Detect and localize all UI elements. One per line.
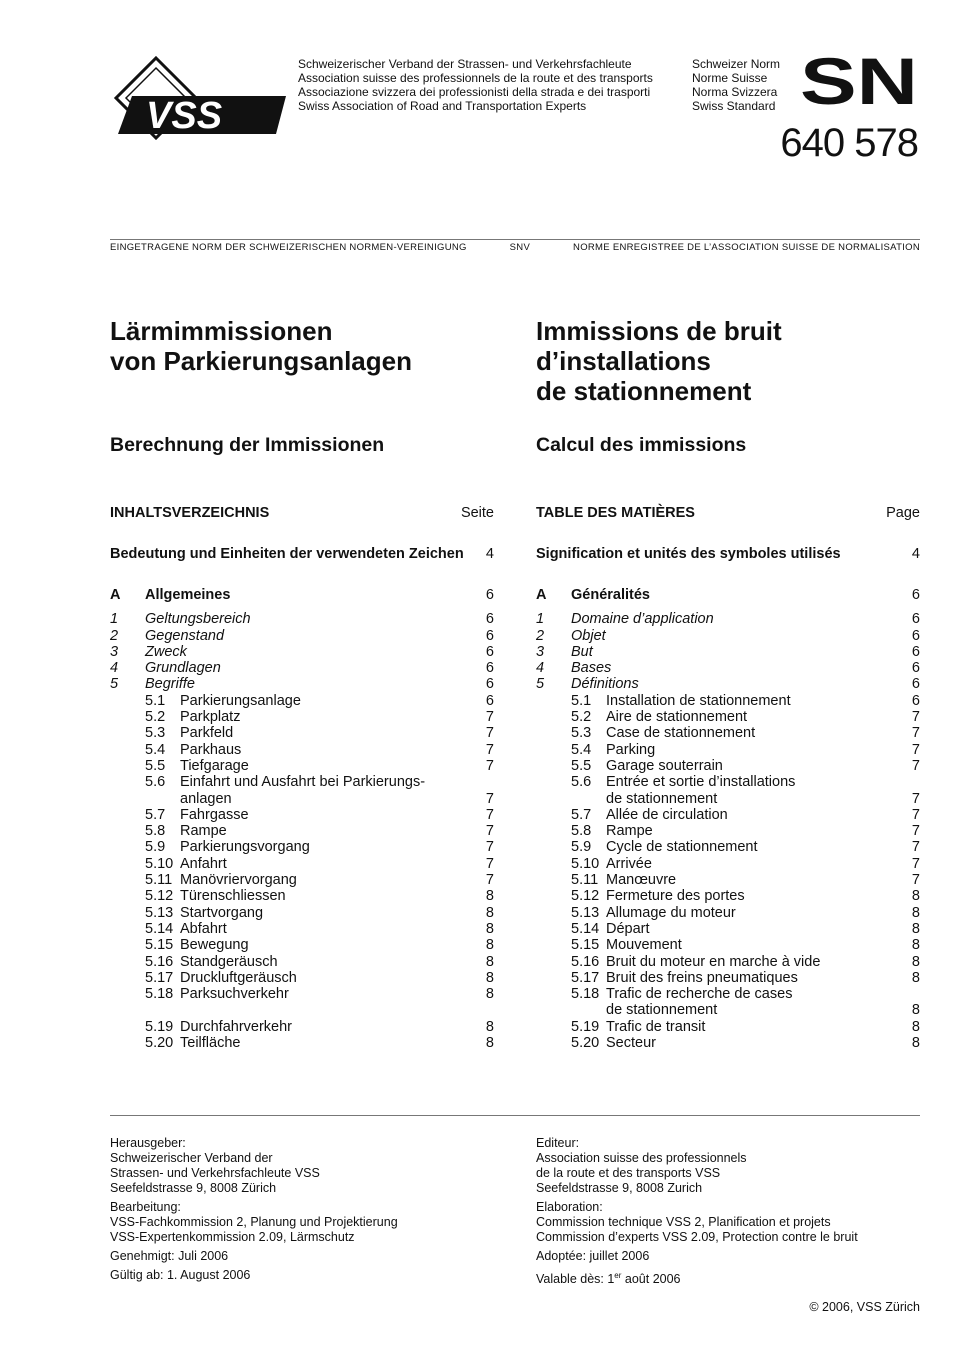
toc-title: Begriffe xyxy=(145,676,195,693)
toc-number: 5.14 xyxy=(145,920,174,937)
toc-number: 4 xyxy=(110,660,119,677)
toc-page: 8 xyxy=(485,888,494,905)
toc-page: 7 xyxy=(911,709,920,726)
toc-title: Abfahrt xyxy=(180,920,227,937)
toc-title: Secteur xyxy=(606,1035,656,1052)
title-fr xyxy=(536,316,920,406)
toc-subsection-row xyxy=(536,791,920,807)
toc-subsection-row xyxy=(536,774,920,790)
toc-number: 3 xyxy=(110,643,119,660)
toc-page: 8 xyxy=(911,904,920,921)
toc-subsection-row xyxy=(536,1002,920,1018)
toc-subsection-row xyxy=(110,742,494,758)
toc-number: 5 xyxy=(536,676,545,693)
toc-page xyxy=(890,774,920,790)
toc-subsection-row xyxy=(536,709,920,725)
toc-number: 5.10 xyxy=(145,855,174,872)
registration-de: EINGETRAGENE NORM DER SCHWEIZERISCHEN NORMEN-VEREINIGUNG xyxy=(110,242,467,253)
toc-page: 8 xyxy=(485,953,494,970)
toc-subsection-row xyxy=(110,856,494,872)
toc-subsection-row xyxy=(536,725,920,741)
toc-number: 5.2 xyxy=(571,709,592,726)
toc-title: Objet xyxy=(571,627,606,644)
toc-number: 5 xyxy=(110,676,119,693)
footer-fr xyxy=(536,1136,936,1291)
toc-symbols-entry: Signification et unités des symboles utilisés 4 xyxy=(536,546,920,562)
toc-subsection-row xyxy=(536,839,920,855)
toc-page: 7 xyxy=(911,725,920,742)
toc-title: Parkhaus xyxy=(180,741,242,758)
toc-title: Allumage du moteur xyxy=(606,904,736,921)
toc-number: 5.16 xyxy=(145,953,174,970)
toc-title: Durchfahrverkehr xyxy=(180,1018,293,1035)
toc-subsection-row xyxy=(536,970,920,986)
toc-title: Gegenstand xyxy=(145,627,225,644)
toc-page: 7 xyxy=(485,709,494,726)
toc-number: 1 xyxy=(110,611,119,628)
toc-number: 5.13 xyxy=(571,904,600,921)
toc-section-a: A Généralités 6 xyxy=(536,587,920,603)
publisher-line: Seefeldstrasse 9, 8008 Zurich xyxy=(536,1181,703,1195)
toc-title: Bases xyxy=(571,660,612,677)
toc-number: 5.11 xyxy=(571,872,599,889)
toc-number: 5.15 xyxy=(571,937,600,954)
elaboration-label: Elaboration: xyxy=(536,1200,603,1214)
toc-subsection-row xyxy=(110,693,494,709)
publisher-label: Herausgeber: xyxy=(110,1136,186,1150)
toc-page xyxy=(890,986,920,1002)
registration-line xyxy=(110,242,920,253)
toc-title: Fermeture des portes xyxy=(606,888,745,905)
toc-subsection-row xyxy=(536,807,920,823)
toc-title: Trafic de recherche de cases xyxy=(606,986,793,1003)
toc-section-a: A Allgemeines 6 xyxy=(110,587,494,603)
toc-page: 6 xyxy=(911,627,920,644)
toc-title: Parking xyxy=(606,741,656,758)
approved-date: Genehmigt: Juli 2006 xyxy=(110,1249,229,1263)
toc-number xyxy=(571,1002,606,1018)
toc-page: 6 xyxy=(485,611,494,628)
elaboration-line: Commission technique VSS 2, Planification et projets xyxy=(536,1215,831,1229)
elaboration-line: VSS-Expertenkommission 2.09, Lärmschutz xyxy=(110,1230,355,1244)
toc-symbols-entry: Bedeutung und Einheiten der verwendeten Zeichen 4 xyxy=(110,546,494,562)
toc-number: 5.4 xyxy=(571,741,592,758)
toc-title: Rampe xyxy=(180,823,227,840)
toc-page: 8 xyxy=(911,1002,920,1019)
toc-title xyxy=(180,1002,464,1018)
toc-number xyxy=(145,791,180,807)
toc-number: 5.12 xyxy=(571,888,600,905)
publisher-line: de la route et des transports VSS xyxy=(536,1166,721,1180)
toc-page: 6 xyxy=(485,627,494,644)
valid-date: Valable dès: 1er août 2006 xyxy=(536,1271,681,1287)
toc-chapter-row xyxy=(536,611,920,627)
toc-chapter-row xyxy=(110,628,494,644)
toc-chapters xyxy=(110,611,494,692)
toc-title: Parkierungsvorgang xyxy=(180,839,310,856)
toc-page: 7 xyxy=(911,839,920,856)
norm-labels xyxy=(692,57,780,113)
toc-title: Türenschliessen xyxy=(180,888,286,905)
toc-chapter-row xyxy=(110,676,494,692)
toc-page: 7 xyxy=(485,806,494,823)
sn-logo xyxy=(800,56,920,108)
toc-number: 4 xyxy=(536,660,545,677)
toc-page: 8 xyxy=(911,920,920,937)
toc-title: Tiefgarage xyxy=(180,757,249,774)
toc-page: 8 xyxy=(485,969,494,986)
norm-label: Swiss Standard xyxy=(692,99,776,113)
toc-page: 6 xyxy=(485,660,494,677)
toc-title: Startvorgang xyxy=(180,904,264,921)
toc-subsection-row xyxy=(110,791,494,807)
toc-number: 5.3 xyxy=(571,725,592,742)
toc-page xyxy=(464,1002,494,1018)
approved-date: Adoptée: juillet 2006 xyxy=(536,1249,650,1263)
toc-title: But xyxy=(571,643,593,660)
toc-number: 5.20 xyxy=(145,1035,174,1052)
toc-subsection-row xyxy=(110,758,494,774)
toc-page: 7 xyxy=(485,790,494,807)
toc-page: 7 xyxy=(911,823,920,840)
toc-title: anlagen xyxy=(180,790,232,807)
toc-number: 5.19 xyxy=(145,1018,174,1035)
toc-page: 8 xyxy=(911,953,920,970)
toc-title: Manövriervorgang xyxy=(180,872,297,889)
toc-page: 8 xyxy=(911,1035,920,1052)
toc-number: 5.3 xyxy=(145,725,166,742)
toc-title: Einfahrt und Ausfahrt bei Parkierungs- xyxy=(180,774,426,791)
toc-title: Départ xyxy=(606,920,650,937)
toc-title: Case de stationnement xyxy=(606,725,756,742)
toc-page: 7 xyxy=(911,790,920,807)
title-de xyxy=(110,316,494,376)
toc-number: 5.7 xyxy=(571,806,592,823)
toc-chapter-row xyxy=(536,660,920,676)
toc-subsection-row xyxy=(110,1002,494,1018)
toc-title: Rampe xyxy=(606,823,653,840)
divider xyxy=(110,1115,920,1116)
norm-label: Norme Suisse xyxy=(692,71,768,85)
toc-number: 5.9 xyxy=(571,839,592,856)
toc-number: 5.17 xyxy=(145,969,174,986)
toc-subsection-row xyxy=(536,693,920,709)
toc-number: 5.12 xyxy=(145,888,174,905)
toc-title: de stationnement xyxy=(606,1002,718,1019)
subtitle-fr: Calcul des immissions xyxy=(536,434,747,456)
toc-title: Allée de circulation xyxy=(606,806,728,823)
toc-title: de stationnement xyxy=(606,790,718,807)
toc-title: Bruit du moteur en marche à vide xyxy=(606,953,821,970)
toc-number: 5.8 xyxy=(571,823,592,840)
toc-subsection-row xyxy=(110,839,494,855)
toc-page: 6 xyxy=(911,676,920,693)
toc-chapter-row xyxy=(536,628,920,644)
toc-subsection-row xyxy=(110,937,494,953)
toc-subsection-row xyxy=(536,823,920,839)
registration-snv: SNV xyxy=(509,242,531,253)
toc-page: 7 xyxy=(911,741,920,758)
footer-de xyxy=(110,1136,510,1287)
toc-title: Installation de stationnement xyxy=(606,692,791,709)
toc-page: 6 xyxy=(485,643,494,660)
toc-chapter-row xyxy=(536,676,920,692)
vss-logo xyxy=(110,56,290,140)
registration-fr: NORME ENREGISTREE DE L’ASSOCIATION SUISSE DE NORMALISATION xyxy=(573,242,920,253)
elaboration-line: Commission d’experts VSS 2.09, Protection contre le bruit xyxy=(536,1230,858,1244)
toc-page: 6 xyxy=(911,611,920,628)
association-names xyxy=(298,57,653,113)
toc-number: 5.15 xyxy=(145,937,174,954)
publisher-label: Editeur: xyxy=(536,1136,580,1150)
toc-title: Bruit des freins pneumatiques xyxy=(606,969,798,986)
toc-page: 6 xyxy=(485,692,494,709)
toc-number: 2 xyxy=(536,627,545,644)
toc-subsection-row xyxy=(110,807,494,823)
toc-page: 7 xyxy=(485,839,494,856)
toc-page: 8 xyxy=(911,937,920,954)
toc-page: 7 xyxy=(485,741,494,758)
toc-chapter-row xyxy=(536,644,920,660)
valid-date: Gültig ab: 1. August 2006 xyxy=(110,1268,251,1282)
toc-subsection-row xyxy=(536,954,920,970)
toc-subsection-row xyxy=(110,774,494,790)
toc-subsection-row xyxy=(110,970,494,986)
toc-title: Anfahrt xyxy=(180,855,227,872)
toc-subsection-row xyxy=(536,905,920,921)
toc-page: 8 xyxy=(911,888,920,905)
toc-subsection-row xyxy=(536,921,920,937)
publisher-line: Association suisse des professionnels xyxy=(536,1151,747,1165)
toc-page: 7 xyxy=(485,872,494,889)
publisher-line: Seefeldstrasse 9, 8008 Zürich xyxy=(110,1181,277,1195)
publisher-line: Schweizerischer Verband der xyxy=(110,1151,273,1165)
toc-title: Parkfeld xyxy=(180,725,234,742)
publisher-line: Strassen- und Verkehrsfachleute VSS xyxy=(110,1166,320,1180)
toc-subsection-row xyxy=(110,1019,494,1035)
toc-page: 7 xyxy=(485,855,494,872)
toc-subsection-row xyxy=(536,986,920,1002)
toc-subsection-row xyxy=(110,725,494,741)
toc-subsection-row xyxy=(536,888,920,904)
toc-title: Entrée et sortie d’installations xyxy=(606,774,796,791)
association-line: Association suisse des professionnels de la route et des transports xyxy=(298,71,653,85)
toc-title: Cycle de stationnement xyxy=(606,839,758,856)
toc-title: Fahrgasse xyxy=(180,806,249,823)
toc-number: 5.6 xyxy=(571,774,592,791)
toc-title: Aire de stationnement xyxy=(606,709,748,726)
toc-page: 8 xyxy=(911,969,920,986)
toc-title: Druckluftgeräusch xyxy=(180,969,297,986)
toc-number: 5.11 xyxy=(145,872,173,889)
toc-page: 7 xyxy=(911,855,920,872)
toc-heading: TABLE DES MATIÈRES xyxy=(536,505,695,521)
toc-number: 5.14 xyxy=(571,920,600,937)
toc-title: Définitions xyxy=(571,676,639,693)
toc-page: 8 xyxy=(485,1018,494,1035)
toc-page: 7 xyxy=(485,823,494,840)
toc-page: 7 xyxy=(485,725,494,742)
toc-page: 8 xyxy=(485,1035,494,1052)
toc-title: Domaine d’application xyxy=(571,611,714,628)
toc-page: 8 xyxy=(485,937,494,954)
subtitle-de: Berechnung der Immissionen xyxy=(110,434,385,456)
toc-number: 5.18 xyxy=(145,986,174,1003)
toc-chapters xyxy=(536,611,920,692)
toc-title: Garage souterrain xyxy=(606,757,723,774)
toc-subsection-row xyxy=(110,986,494,1002)
toc-number: 1 xyxy=(536,611,545,628)
toc-number: 5.5 xyxy=(571,757,592,774)
toc-number: 5.20 xyxy=(571,1035,600,1052)
toc-page: 8 xyxy=(485,920,494,937)
toc-number: 5.8 xyxy=(145,823,166,840)
toc-page: 6 xyxy=(485,676,494,693)
main-title-de: Lärmimmissionen von Parkierungsanlagen xyxy=(110,316,412,376)
toc-page: 8 xyxy=(485,904,494,921)
elaboration-line: VSS-Fachkommission 2, Planung und Projektierung xyxy=(110,1215,398,1229)
toc-subsection-row xyxy=(110,888,494,904)
toc-title: Zweck xyxy=(145,643,187,660)
toc-number: 5.6 xyxy=(145,774,166,791)
toc-page: 6 xyxy=(911,692,920,709)
toc-subsection-row xyxy=(536,758,920,774)
toc-subsection-row xyxy=(536,742,920,758)
association-line: Swiss Association of Road and Transportation Experts xyxy=(298,99,587,113)
toc-number: 2 xyxy=(110,627,119,644)
toc-subsection-row xyxy=(110,823,494,839)
svg-text:VSS: VSS xyxy=(146,95,223,137)
toc-subsection-row xyxy=(110,921,494,937)
toc-title: Standgeräusch xyxy=(180,953,278,970)
toc-number: 5.9 xyxy=(145,839,166,856)
toc-page: 7 xyxy=(911,757,920,774)
toc-title: Arrivée xyxy=(606,855,652,872)
toc-number: 5.18 xyxy=(571,986,600,1003)
toc-subsections xyxy=(536,693,920,1052)
norm-label: Schweizer Norm xyxy=(692,57,781,71)
toc-number: 5.13 xyxy=(145,904,174,921)
toc-subsection-row xyxy=(110,872,494,888)
divider xyxy=(110,239,920,240)
toc-title: Parkierungsanlage xyxy=(180,692,301,709)
toc-number: 5.19 xyxy=(571,1018,600,1035)
toc-chapter-row xyxy=(110,660,494,676)
toc-page: 7 xyxy=(485,757,494,774)
toc-heading: INHALTSVERZEICHNIS xyxy=(110,505,270,521)
toc-number: 5.5 xyxy=(145,757,166,774)
copyright: © 2006, VSS Zürich xyxy=(809,1300,920,1314)
toc-chapter-row xyxy=(110,611,494,627)
toc-subsection-row xyxy=(110,905,494,921)
toc-subsection-row xyxy=(110,954,494,970)
toc-title: Teilfläche xyxy=(180,1035,241,1052)
toc-fr xyxy=(536,505,920,1051)
document-number: 640 578 xyxy=(780,121,918,165)
toc-subsections xyxy=(110,693,494,1052)
toc-de xyxy=(110,505,494,1051)
toc-page: 8 xyxy=(485,986,494,1003)
norm-label: Norma Svizzera xyxy=(692,85,778,99)
toc-number: 5.17 xyxy=(571,969,600,986)
toc-page-label: Page xyxy=(886,505,920,521)
toc-number: 5.1 xyxy=(145,692,166,709)
toc-subsection-row xyxy=(536,937,920,953)
svg-text:SN: SN xyxy=(800,56,918,108)
toc-title: Parkplatz xyxy=(180,709,241,726)
toc-title: Grundlagen xyxy=(145,660,221,677)
toc-heading-row xyxy=(536,505,920,521)
elaboration-label: Bearbeitung: xyxy=(110,1200,181,1214)
toc-number: 5.4 xyxy=(145,741,166,758)
toc-subsection-row xyxy=(536,856,920,872)
toc-subsection-row xyxy=(536,872,920,888)
association-line: Associazione svizzera dei professionisti della strada e dei trasporti xyxy=(298,85,651,99)
toc-number: 5.7 xyxy=(145,806,166,823)
toc-subsection-row xyxy=(110,1035,494,1051)
toc-title: Bewegung xyxy=(180,937,249,954)
toc-subsection-row xyxy=(536,1019,920,1035)
toc-subsection-row xyxy=(536,1035,920,1051)
toc-number xyxy=(145,1002,180,1018)
association-line: Schweizerischer Verband der Strassen- und Verkehrsfachleute xyxy=(298,57,632,71)
toc-title: Trafic de transit xyxy=(606,1018,706,1035)
toc-number xyxy=(571,791,606,807)
toc-page: 8 xyxy=(911,1018,920,1035)
toc-number: 5.1 xyxy=(571,692,592,709)
toc-title: Parksuchverkehr xyxy=(180,986,289,1003)
toc-number: 5.10 xyxy=(571,855,600,872)
toc-title: Manœuvre xyxy=(606,872,677,889)
toc-title: Mouvement xyxy=(606,937,682,954)
toc-chapter-row xyxy=(110,644,494,660)
toc-number: 3 xyxy=(536,643,545,660)
toc-page xyxy=(464,774,494,790)
toc-page-label: Seite xyxy=(460,505,494,521)
toc-page: 6 xyxy=(911,643,920,660)
toc-heading-row xyxy=(110,505,494,521)
toc-title: Geltungsbereich xyxy=(145,611,251,628)
toc-page: 6 xyxy=(911,660,920,677)
toc-page: 7 xyxy=(911,806,920,823)
toc-number: 5.2 xyxy=(145,709,166,726)
toc-page: 7 xyxy=(911,872,920,889)
toc-number: 5.16 xyxy=(571,953,600,970)
main-title-fr: Immissions de bruit d’installations de stationnement xyxy=(536,316,782,406)
toc-subsection-row xyxy=(110,709,494,725)
